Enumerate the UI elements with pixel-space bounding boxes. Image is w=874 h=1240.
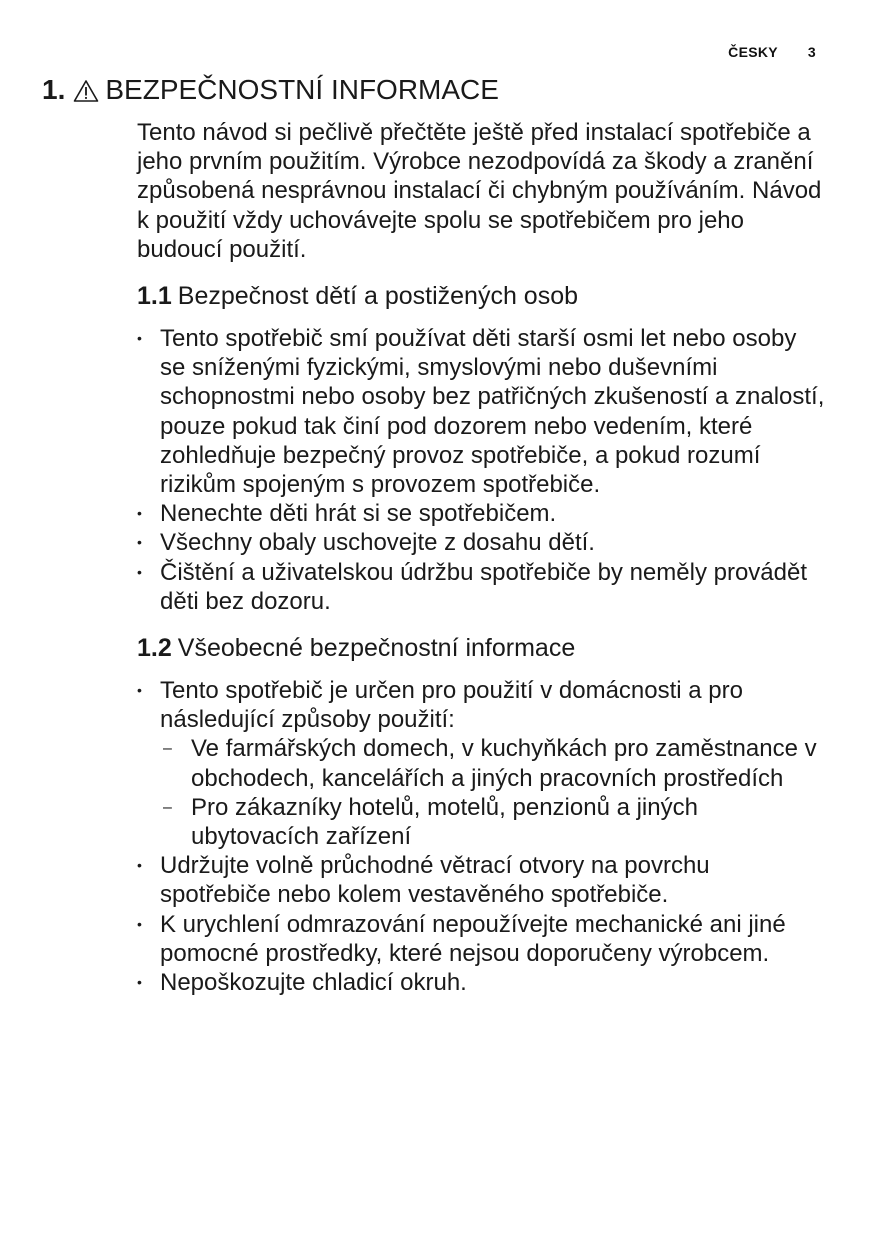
- list-item-text: Čištění a uživatelskou údržbu spotřebiče by neměly provádět děti bez dozoru.: [160, 558, 808, 615]
- sublist-item: [160, 734, 827, 792]
- page-header: [728, 44, 816, 60]
- list-item-text: Nepoškozujte chladicí okruh.: [160, 969, 467, 997]
- list-item-text: K urychlení odmrazování nepoužívejte mechanické ani jiné pomocné prostředky, které nejsou doporučeny výrobcem.: [160, 910, 786, 967]
- list-item: [137, 499, 827, 528]
- bullet-icon: •: [137, 534, 142, 551]
- sublist-item-text: Pro zákazníky hotelů, motelů, penzionů a jiných ubytovacích zařízení: [191, 793, 698, 851]
- dash-icon: –: [163, 798, 172, 816]
- bullet-icon: •: [137, 857, 142, 874]
- subsection-heading-1-2: [137, 633, 827, 663]
- subsection-heading-1-1: [137, 281, 827, 311]
- list-item-text: Nenechte děti hrát si se spotřebičem.: [160, 500, 557, 528]
- subsection-number: 1.2: [137, 634, 172, 663]
- section-heading: [42, 74, 499, 106]
- warning-triangle-icon: [73, 78, 99, 102]
- list-item-text: Tento spotřebič smí používat děti starší osmi let nebo osoby se sníženými fyzickými, smyslovými nebo duševními schopnostmi nebo osoby bez patřičných zkušeností a znalostí, pouze pokud tak činí pod dozorem nebo vedením, které zohledňuje bezpečný provoz spotřebiče, a pokud rozumí rizikům spojeným s provozem spotřebiče.: [160, 325, 825, 499]
- page-content: [137, 118, 827, 997]
- bullet-icon: •: [137, 915, 142, 932]
- list-item-text: Udržujte volně průchodné větrací otvory na povrchu spotřebiče nebo kolem vestavěného spotřebiče.: [160, 852, 710, 909]
- sublist-item-text: Ve farmářských domech, v kuchyňkách pro zaměstnance v obchodech, kancelářích a jiných pracovních prostředích: [191, 735, 817, 792]
- section-number: 1.: [42, 74, 66, 105]
- general-safety-list: [137, 676, 827, 997]
- subsection-number: 1.1: [137, 282, 172, 311]
- list-item: [137, 558, 827, 616]
- list-item: [137, 324, 827, 499]
- language-label: ČESKY: [728, 44, 778, 60]
- list-item-text: Tento spotřebič je určen pro použití v domácnosti a pro následující způsoby použití:: [160, 677, 743, 734]
- bullet-icon: •: [137, 330, 142, 347]
- bullet-icon: •: [137, 563, 142, 580]
- list-item: [137, 968, 827, 997]
- bullet-icon: •: [137, 682, 142, 699]
- bullet-icon: •: [137, 505, 142, 522]
- section-title: BEZPEČNOSTNÍ INFORMACE: [105, 74, 499, 105]
- page-number: 3: [807, 44, 816, 60]
- child-safety-list: [137, 324, 827, 616]
- list-item: [137, 528, 827, 557]
- list-item: [137, 851, 827, 909]
- bullet-icon: •: [137, 974, 142, 991]
- list-item-text: Všechny obaly uschovejte z dosahu dětí.: [160, 529, 595, 557]
- intro-paragraph: Tento návod si pečlivě přečtěte ještě před instalací spotřebiče a jeho prvním použitím. Výrobce nezodpovídá za škody a zranění způsobená nesprávnou instalací či chybným používáním. Návod k použití vždy uchovávejte spolu se spotřebičem pro jeho budoucí použití.: [137, 119, 822, 263]
- subsection-title: Bezpečnost dětí a postižených osob: [177, 282, 579, 311]
- list-item: [137, 676, 827, 851]
- usage-sublist: [160, 734, 827, 851]
- list-item: [137, 910, 827, 968]
- subsection-title: Všeobecné bezpečnostní informace: [177, 634, 576, 663]
- dash-icon: –: [163, 740, 172, 758]
- sublist-item: [160, 793, 827, 851]
